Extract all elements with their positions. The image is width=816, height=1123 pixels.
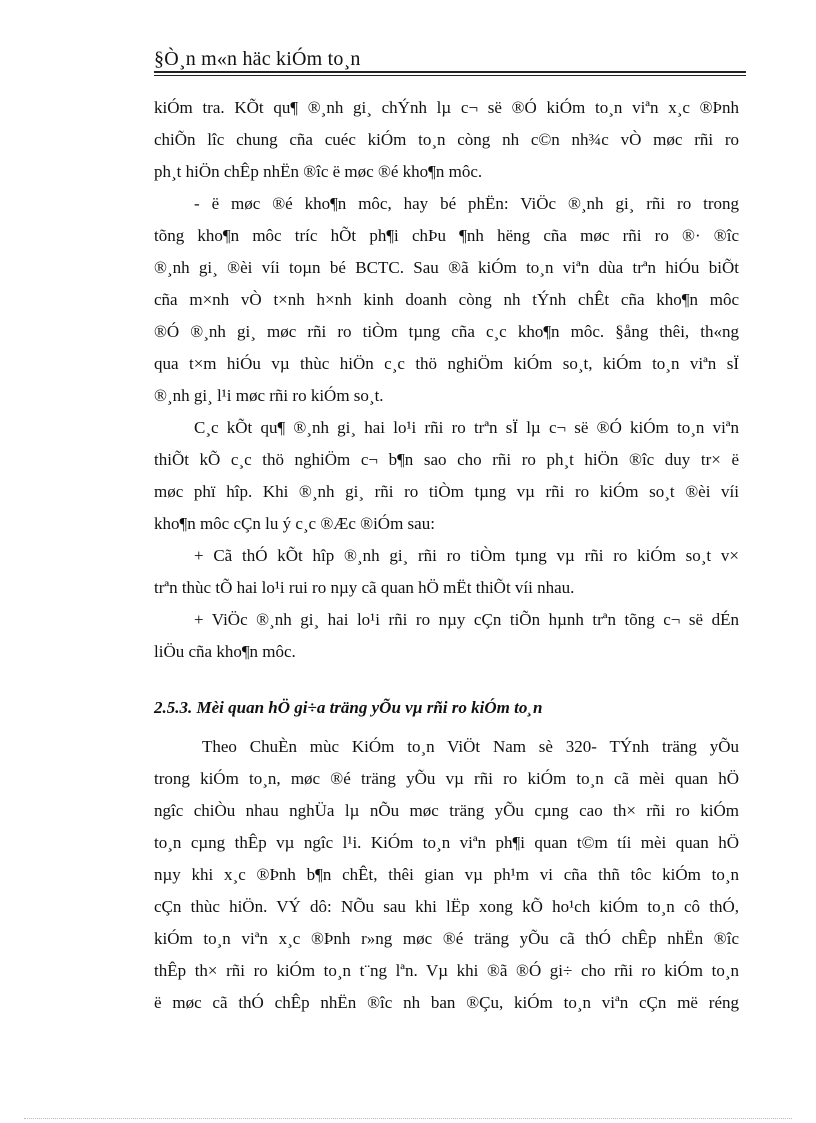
text-line: Theo ChuÈn mùc KiÓm to¸n ViÖt Nam sè 320- TÝnh träng yÕu	[202, 737, 739, 756]
text-line: trong kiÓm to¸n, møc ®é träng yÕu vµ rñi ro kiÓm to¸n cã mèi quan hÖ	[154, 769, 739, 788]
text-line: + Cã thÓ kÕt hîp ®¸nh gi¸ rñi ro tiÒm tµng vµ rñi ro kiÓm so¸t v×	[194, 546, 739, 565]
text-line: kiÓm to¸n viªn x¸c ®Þnh r»ng møc ®é träng yÕu cã thÓ chÊp nhËn ®îc	[154, 929, 739, 948]
document-body-section	[154, 731, 739, 1019]
text-line: ë møc cã thÓ chÊp nhËn ®îc nh ban ®Çu, kiÓm to¸n viªn cÇn më réng	[154, 993, 739, 1012]
text-line: - ë møc ®é kho¶n môc, hay bé phËn: ViÖc ®¸nh gi¸ rñi ro trong	[194, 194, 739, 213]
text-line: ®¸nh gi¸ ®èi víi toµn bé BCTC. Sau ®ã kiÓm to¸n viªn dùa trªn hiÓu biÕt	[154, 258, 739, 277]
text-line: to¸n cµng thÊp vµ ngîc l¹i. KiÓm to¸n viªn ph¶i quan t©m tíi mèi quan hÖ	[154, 833, 739, 852]
document-body	[154, 92, 739, 668]
page-header-title: §Ò¸n m«n häc kiÓm to¸n	[154, 48, 361, 70]
text-line: trªn thùc tÕ hai lo¹i rui ro nµy cã quan hÖ mËt thiÕt víi nhau.	[154, 578, 575, 597]
text-line: ®¸nh gi¸ l¹i møc rñi ro kiÓm so¸t.	[154, 386, 384, 405]
text-line: nµy khi x¸c ®Þnh b¶n chÊt, thêi gian vµ ph¹m vi cña thñ tôc kiÓm to¸n	[154, 865, 739, 884]
header-rule-thin	[154, 75, 746, 76]
text-line: cÇn thùc hiÖn. VÝ dô: NÕu sau khi lËp xong kÕ ho¹ch kiÓm to¸n cô thÓ,	[154, 897, 739, 916]
text-line: + ViÖc ®¸nh gi¸ hai lo¹i rñi ro nµy cÇn tiÕn hµnh trªn tõng c¬ së dÉn	[194, 610, 739, 629]
text-line: tõng kho¶n môc tríc hÕt ph¶i chÞu ¶nh hëng cña møc rñi ro ®· ®îc	[154, 226, 739, 245]
text-line: kho¶n môc cÇn lu ý c¸c ®Æc ®iÓm sau:	[154, 514, 435, 533]
text-line: liÖu cña kho¶n môc.	[154, 642, 296, 661]
header-rule-thick	[154, 71, 746, 73]
text-line: qua t×m hiÓu vµ thùc hiÖn c¸c thö nghiÖm kiÓm so¸t, kiÓm to¸n viªn sÏ	[154, 354, 739, 373]
text-line: chiÕn lîc chung cña cuéc kiÓm to¸n còng nh c©n nh¾c vÒ møc rñi ro	[154, 130, 739, 149]
text-line: møc phï hîp. Khi ®¸nh gi¸ rñi ro tiÒm tµng vµ rñi ro kiÓm so¸t ®èi víi	[154, 482, 739, 501]
text-line: thÊp th× rñi ro kiÓm to¸n t¨ng lªn. Vµ khi ®ã ®Ó gi÷ cho rñi ro kiÓm to¸n	[154, 961, 739, 980]
text-line: ®Ó ®¸nh gi¸ møc rñi ro tiÒm tµng cña c¸c kho¶n môc. §ång thêi, th«ng	[154, 322, 739, 341]
text-line: ph¸t hiÖn chÊp nhËn ®îc ë møc ®é kho¶n môc.	[154, 162, 483, 181]
text-line: C¸c kÕt qu¶ ®¸nh gi¸ hai lo¹i rñi ro trªn sÏ lµ c¬ së ®Ó kiÓm to¸n viªn	[194, 418, 739, 437]
text-line: kiÓm tra. KÕt qu¶ ®¸nh gi¸ chÝnh lµ c¬ së ®Ó kiÓm to¸n viªn x¸c ®Þnh	[154, 98, 739, 117]
section-heading: 2.5.3. Mèi quan hÖ gi÷a träng yÕu vµ rñi ro kiÓm to¸n	[154, 698, 543, 717]
text-line: cña m×nh vÒ t×nh h×nh kinh doanh còng nh tÝnh chÊt cña kho¶n môc	[154, 290, 739, 309]
text-line: thiÕt kÕ c¸c thö nghiÖm c¬ b¶n sao cho rñi ro ph¸t hiÖn ®îc duy tr× ë	[154, 450, 739, 469]
footer-divider	[24, 1118, 792, 1119]
text-line: ngîc chiÒu nhau nghÜa lµ nÕu møc träng yÕu cµng cao th× rñi ro kiÓm	[154, 801, 739, 820]
